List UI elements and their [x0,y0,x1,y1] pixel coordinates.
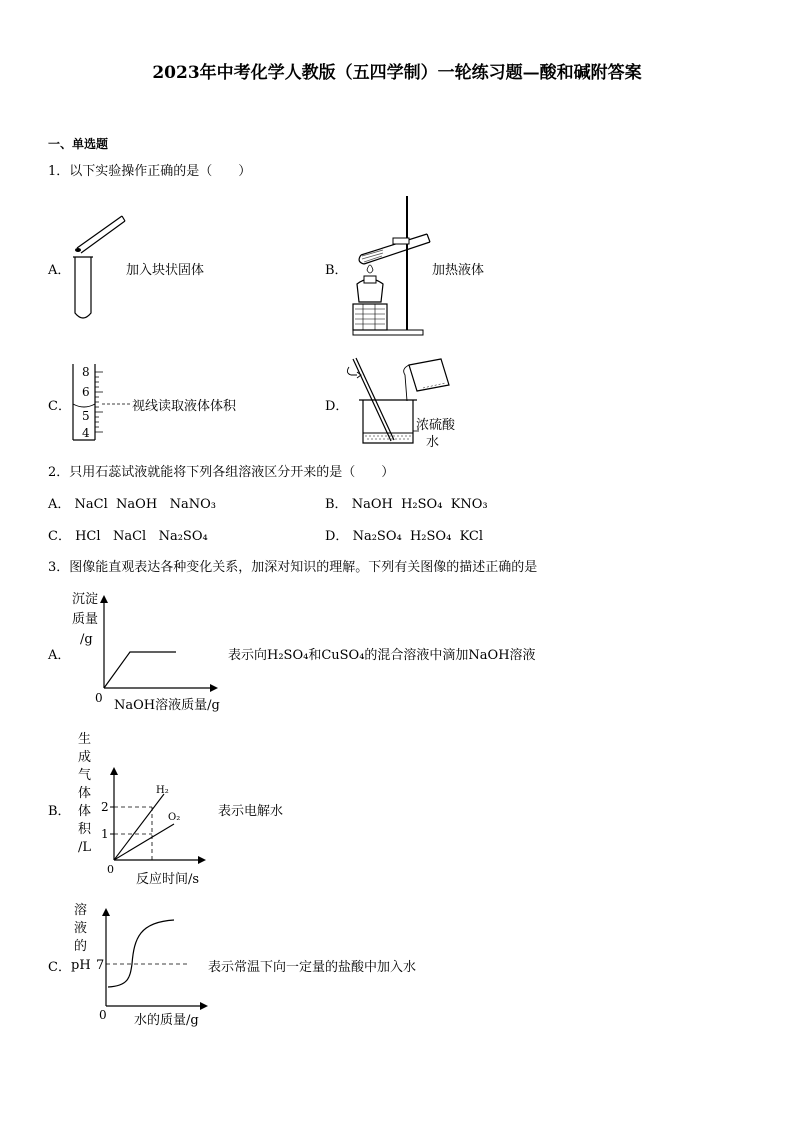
q3-option-c-letter: C． [48,960,71,975]
q3-option-b-letter: B． [48,804,71,819]
q2-option-b-item: KNO₃ [450,497,488,512]
graph-c-ylabel: 溶 [74,903,88,918]
q1-option-b-caption: 加热液体 [432,263,485,278]
q2-option-b-item: H₂SO₄ [401,497,443,512]
graph-b-ylabel: 积 [78,822,92,837]
q2-option-a-item: NaOH [116,497,158,512]
q1-option-c-caption: 视线读取液体体积 [132,399,237,414]
q1-option-d-caption-acid: 浓硫酸 [416,418,456,433]
q2-option-d [325,525,483,544]
graph-b-ytick: 2 [101,800,109,814]
graph-a-ylabel: /g [80,632,93,647]
q1-option-a-caption: 加入块状固体 [126,263,205,278]
q2-option-c-letter: C． [48,529,71,544]
q3-option-c-desc: 表示常温下向一定量的盐酸中加入水 [208,960,417,975]
graph-b-ytick: 1 [101,827,109,841]
q2-option-a [48,493,216,512]
graph-b-ylabel: 体 [78,786,92,801]
q3-option-a-letter: A． [48,648,71,663]
graph-a-ylabel: 沉淀 [72,592,99,607]
q1-option-c-letter: C． [48,399,71,414]
graduated-cylinder-illustration [66,362,136,446]
q2-option-a-letter: A． [48,497,71,512]
graph-b-ylabel: 体 [78,804,92,819]
q1-option-a-letter: A． [48,263,71,278]
q2-option-b-letter: B． [325,497,348,512]
q2-option-c-item: NaCl [112,529,147,544]
cylinder-tick-label: 6 [82,385,90,399]
q2-option-d-item: Na₂SO₄ [352,529,402,544]
q1-option-b-letter: B． [325,263,348,278]
q3-stem: 3．图像能直观表达各种变化关系，加深对知识的理解。下列有关图像的描述正确的是 [48,560,538,575]
graph-b-ylabel: /L [78,840,92,855]
graph-b-ylabel: 成 [78,750,92,765]
q2-option-d-letter: D． [325,529,349,544]
graph-a-origin: 0 [95,691,103,705]
q1-option-d-caption-water: 水 [426,435,440,450]
q2-option-a-item: NaNO₃ [169,497,216,512]
ph-dilution-graph [66,898,226,1033]
cylinder-tick-label: 8 [82,365,90,379]
graph-b-series-label: O₂ [168,812,181,823]
q2-option-b [325,493,488,512]
graph-b-xlabel: 反应时间/s [136,872,200,887]
graph-b-origin: 0 [107,863,114,876]
q1-option-d-letter: D． [325,399,349,414]
test-tube-solid-illustration [70,210,130,325]
q2-option-c-item: Na₂SO₄ [158,529,208,544]
graph-a-ylabel: 质量 [72,612,99,627]
graph-a-xlabel: NaOH溶液质量/g [114,698,220,713]
page-title: 2023年中考化学人教版（五四学制）一轮练习题—酸和碱附答案 [152,63,642,83]
graph-c-ytick: 7 [96,958,105,973]
cylinder-tick-label: 5 [82,409,90,423]
graph-c-origin: 0 [99,1008,107,1022]
electrolysis-gas-volume-graph [66,727,226,892]
q1-stem: 1．以下实验操作正确的是（ ） [48,164,252,179]
precipitate-mass-graph [66,585,236,720]
graph-b-ylabel: 生 [78,732,92,747]
q2-stem: 2．只用石蕊试液就能将下列各组溶液区分开来的是（ ） [48,465,395,480]
q3-option-a-desc: 表示向H₂SO₄和CuSO₄的混合溶液中滴加NaOH溶液 [228,648,536,663]
q2-option-a-item: NaCl [74,497,108,512]
q3-option-b-desc: 表示电解水 [218,804,284,819]
heating-liquid-illustration [345,192,435,342]
graph-c-ylabel: 液 [74,921,88,936]
graph-c-ylabel: 的 [74,939,88,954]
graph-c-ylabel: pH [71,958,91,973]
section-heading: 一、单选题 [48,137,109,151]
q2-option-c [48,525,208,544]
cylinder-tick-label: 4 [82,426,90,440]
graph-c-xlabel: 水的质量/g [134,1013,199,1028]
q2-option-d-item: H₂SO₄ [409,529,452,544]
graph-b-series-label: H₂ [156,785,169,796]
graph-b-ylabel: 气 [78,768,92,783]
q2-option-b-item: NaOH [351,497,393,512]
q2-option-c-item: HCl [75,529,101,544]
q2-option-d-item: KCl [459,529,484,544]
